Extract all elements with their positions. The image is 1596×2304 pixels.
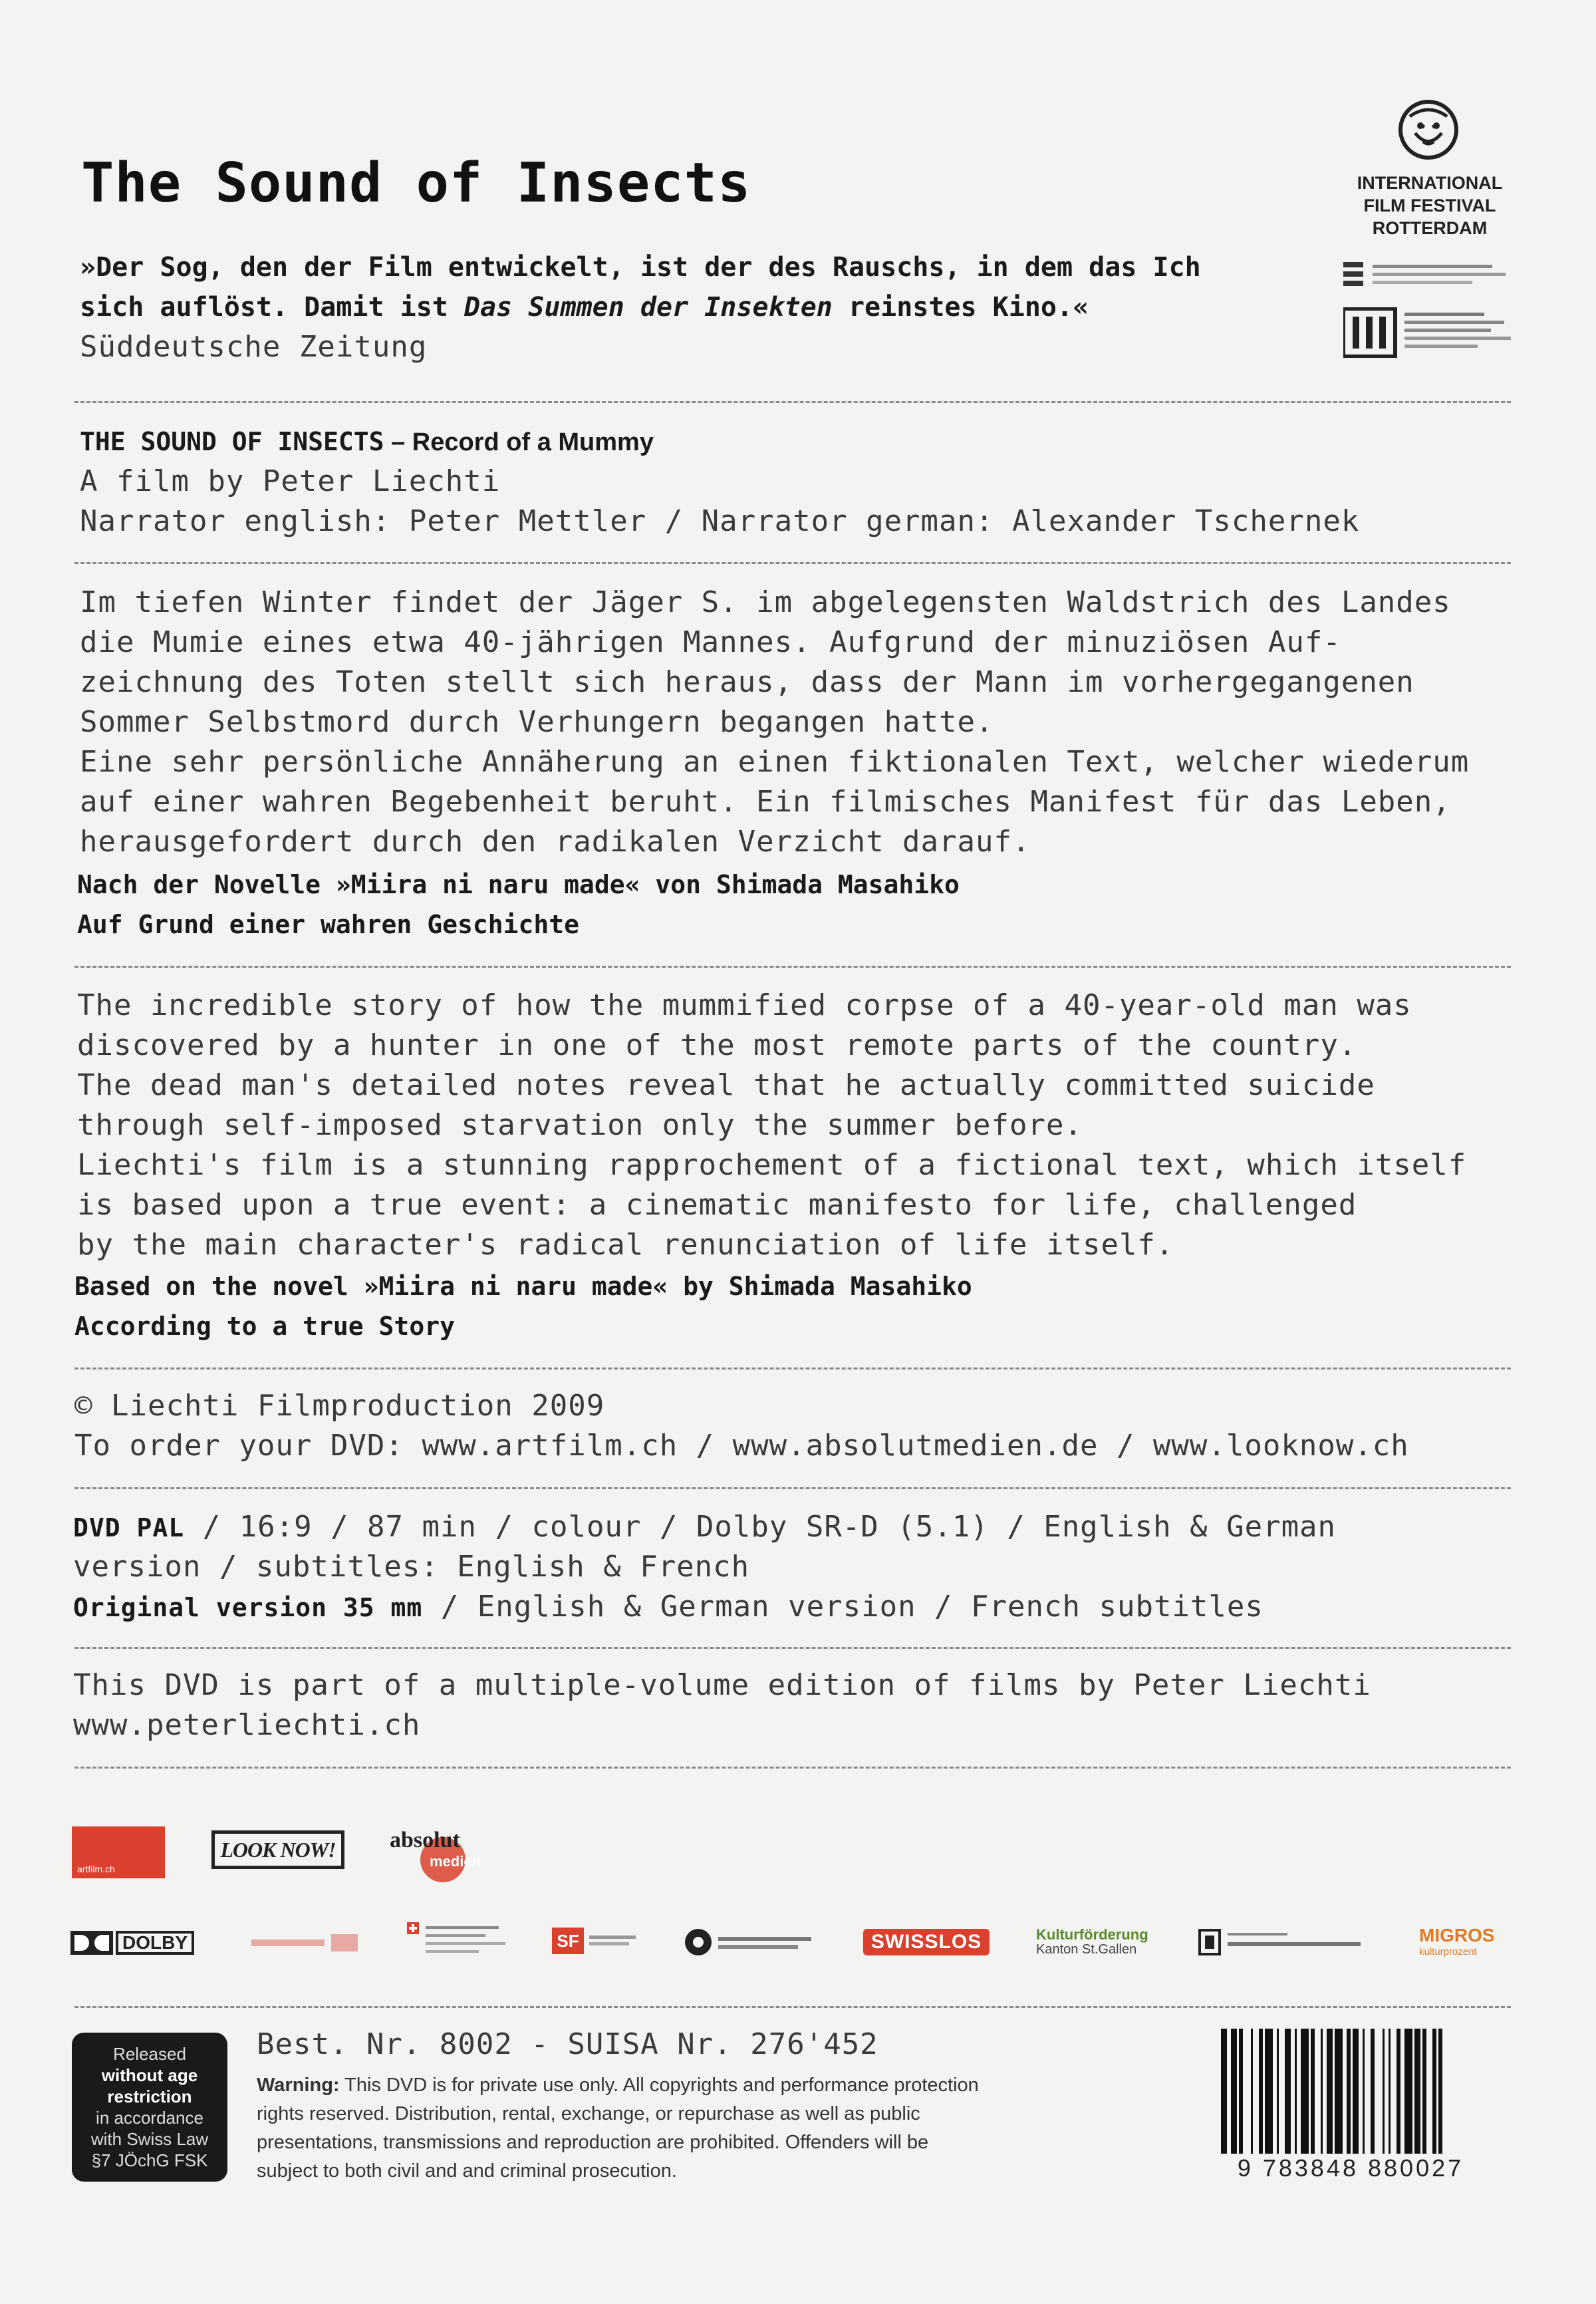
english-line: The incredible story of how the mummified corpse of a 40-year-old man was <box>77 988 1412 1022</box>
english-line: Liechti's film is a stunning rapprochement of a fictional text, which itself <box>77 1148 1467 1182</box>
divider-2 <box>74 562 1511 564</box>
rating-line: restriction <box>107 2087 192 2106</box>
quote-line-1: »Der Sog, den der Film entwickelt, ist der des Rauschs, in dem das Ich <box>80 252 1201 283</box>
english-line: The dead man's detailed notes reveal that he actually committed suicide <box>77 1068 1375 1102</box>
german-line: zeichnung des Toten stellt sich heraus, dass der Mann im vorhergegangenen <box>80 665 1414 699</box>
barcode-digits: 9 783848 880027 <box>1237 2154 1464 2182</box>
tiger-logo-icon <box>1396 96 1460 163</box>
original-version-rest: / English & German version / French subtitles <box>422 1590 1264 1624</box>
absolut-medien-logo <box>387 1821 487 1885</box>
english-synopsis <box>77 986 1466 1265</box>
german-line: Im tiefen Winter findet der Jäger S. im abgelegensten Waldstrich des Landes <box>80 585 1451 619</box>
german-true-story: Auf Grund einer wahren Geschichte <box>77 910 579 939</box>
absolut-logo-text: absolut <box>390 1828 460 1852</box>
iffr-line-3: ROTTERDAM <box>1372 218 1488 238</box>
quote-line-2-pre: sich auflöst. Damit ist <box>80 292 464 323</box>
copyright: © Liechti Filmproduction 2009 <box>74 1389 605 1423</box>
order-line: To order your DVD: www.artfilm.ch / www.absolutmedien.de / www.looknow.ch <box>74 1429 1409 1463</box>
swisslos-logo-text: SWISSLOS <box>870 1931 982 1953</box>
quote-line-2 <box>80 287 1089 327</box>
warning-line-4: subject to both civil and and criminal prosecution. <box>257 2160 677 2182</box>
rating-line: §7 JÖchG FSK <box>91 2150 208 2170</box>
migros-logo <box>1419 1925 1506 1959</box>
english-line: by the main character's radical renunciation of life itself. <box>77 1228 1174 1262</box>
film-title-sub: – Record of a Mummy <box>384 428 654 456</box>
order-number: Best. Nr. 8002 - SUISA Nr. 276'452 <box>257 2027 878 2061</box>
english-line: is based upon a true event: a cinematic manifesto for life, challenged <box>77 1188 1357 1222</box>
looknow-logo <box>211 1830 344 1869</box>
barcode <box>1221 2029 1507 2159</box>
german-line: Sommer Selbstmord durch Verhungern begangen hatte. <box>80 705 994 739</box>
dolby-double-d-icon <box>70 1931 113 1955</box>
divider-3 <box>74 966 1511 968</box>
divider-7 <box>74 1767 1511 1769</box>
german-synopsis <box>80 583 1469 862</box>
sponsor-logo-2 <box>251 1930 359 1955</box>
sf-logo-box <box>552 1928 584 1954</box>
film-title-caps: THE SOUND OF INSECTS <box>80 427 384 456</box>
festival-logo-small <box>1343 259 1510 289</box>
looknow-logo-text: LOOK NOW! <box>220 1837 336 1862</box>
divider-4 <box>74 1368 1511 1369</box>
dvd-pal-label: DVD PAL <box>73 1513 185 1542</box>
kultur-logo-text-2: Kanton St.Gallen <box>1036 1942 1137 1957</box>
iffr-logo <box>1337 172 1523 239</box>
edition-line: This DVD is part of a multiple-volume edition of films by Peter Liechti <box>73 1668 1371 1702</box>
quote-line-2-post: reinstes Kino.« <box>832 292 1089 323</box>
warning-line-2: rights reserved. Distribution, rental, exchange, or repurchase as well as public <box>257 2103 920 2124</box>
iffr-line-2: FILM FESTIVAL <box>1363 196 1496 216</box>
sf-logo <box>552 1928 638 1954</box>
dolby-logo <box>70 1930 194 1955</box>
divider-6 <box>74 1647 1511 1649</box>
dvd-specs-rest: / 16:9 / 87 min / colour / Dolby SR-D (5.1) / English & German <box>184 1510 1337 1544</box>
film-title-credit <box>80 422 654 462</box>
swiss-federal-logo <box>407 1922 507 1959</box>
original-version-label: Original version 35 mm <box>73 1593 423 1622</box>
german-line: Eine sehr persönliche Annäherung an einen fiktionalen Text, welcher wiederum <box>80 745 1470 779</box>
rating-line: in accordance <box>96 2108 203 2128</box>
original-version-line <box>73 1587 1264 1628</box>
iffr-line-1: INTERNATIONAL <box>1357 173 1503 193</box>
german-line: herausgefordert durch den radikalen Verzicht darauf. <box>80 825 1031 859</box>
english-line: through self-imposed starvation only the summer before. <box>77 1108 1083 1142</box>
barcode-bars <box>1221 2029 1507 2154</box>
english-novel-credit: Based on the novel »Miira ni naru made« by Shimada Masahiko <box>74 1272 972 1301</box>
warning-line-3: presentations, transmissions and reproduction are prohibited. Offenders will be <box>257 2132 929 2153</box>
warning-line-1-text: This DVD is for private use only. All copyrights and performance protection <box>339 2075 979 2096</box>
narrators: Narrator english: Peter Mettler / Narrator german: Alexander Tschernek <box>80 504 1360 538</box>
divider-1 <box>74 401 1511 403</box>
festival-logo-dok <box>1343 307 1516 358</box>
german-line: auf einer wahren Begebenheit beruht. Ein filmisches Manifest für das Leben, <box>80 785 1451 819</box>
swisslos-logo <box>863 1929 990 1955</box>
quote-source: Süddeutsche Zeitung <box>80 330 428 364</box>
website-link[interactable]: www.peterliechti.ch <box>73 1708 421 1742</box>
german-line: die Mumie eines etwa 40-jährigen Mannes. Aufgrund der minuziösen Auf- <box>80 625 1341 659</box>
artfilm-logo <box>72 1826 165 1878</box>
german-novel-credit: Nach der Novelle »Miira ni naru made« von Shimada Masahiko <box>77 870 960 899</box>
age-rating-badge <box>72 2033 227 2182</box>
artfilm-logo-text: artfilm.ch <box>77 1864 115 1874</box>
sf-logo-text: SF <box>557 1930 579 1951</box>
kulturfoerderung-logo <box>1036 1926 1156 1958</box>
dvd-specs-line-1 <box>73 1507 1336 1548</box>
english-true-story: According to a true Story <box>74 1312 455 1341</box>
medien-logo-text: medien <box>430 1853 481 1870</box>
warning-label: Warning: <box>257 2075 340 2096</box>
warning-text <box>257 2071 979 2186</box>
zuercher-filmstiftung-logo <box>684 1928 817 1957</box>
dvd-specs-line-2: version / subtitles: English & French <box>73 1550 750 1584</box>
quote-italic-title: Das Summen der Insekten <box>464 292 833 323</box>
divider-5 <box>74 1487 1511 1489</box>
warning-line-1 <box>257 2071 979 2100</box>
migros-logo-text: MIGROS <box>1419 1925 1495 1945</box>
dolby-logo-text: DOLBY <box>116 1931 194 1955</box>
migros-logo-sub: kulturprozent <box>1419 1946 1477 1957</box>
rating-line: Released <box>113 2044 186 2064</box>
english-line: discovered by a hunter in one of the most remote parts of the country. <box>77 1028 1357 1062</box>
film-by: A film by Peter Liechti <box>80 464 501 498</box>
appenzell-logo <box>1197 1926 1377 1958</box>
rating-line: without age <box>101 2065 198 2085</box>
page-title: The Sound of Insects <box>81 152 751 215</box>
divider-8 <box>74 2006 1511 2008</box>
kultur-logo-text-1: Kulturförderung <box>1036 1926 1148 1943</box>
rating-line: with Swiss Law <box>90 2129 209 2149</box>
